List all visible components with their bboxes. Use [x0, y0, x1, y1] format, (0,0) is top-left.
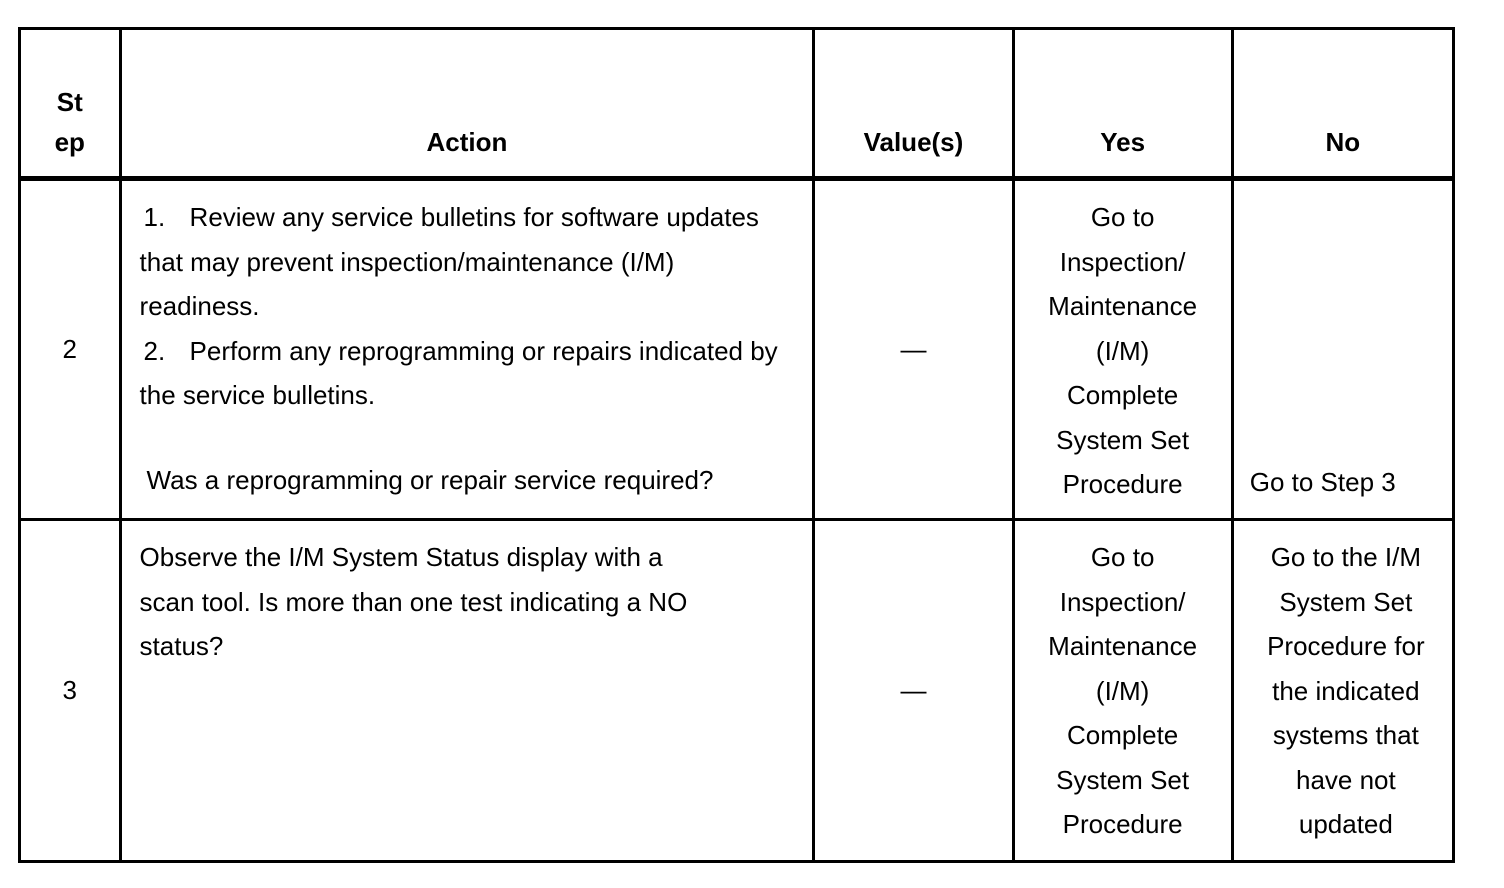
step-number: 2: [20, 179, 121, 520]
diagnostic-table: [18, 27, 1455, 863]
header-no: No: [1232, 29, 1453, 179]
no-cell: [1232, 520, 1453, 862]
action-item: [140, 195, 801, 329]
action-item-text: Perform any reprogramming or repairs indicated by the service bulletins.: [139, 335, 778, 410]
action-item-number: 1.: [143, 202, 166, 232]
yes-cell: [1013, 179, 1232, 520]
header-step: [20, 29, 121, 179]
no-cell: Go to Step 3: [1232, 179, 1453, 520]
yes-cell: [1013, 520, 1232, 862]
action-cell: [120, 179, 814, 520]
header-action: Action: [120, 29, 814, 179]
step-number: 3: [20, 520, 121, 862]
yes-text: Go to Inspection/ Maintenance (I/M) Complete System Set Procedure: [1048, 202, 1198, 499]
action-text: Observe the I/M System Status display with a scan tool. Is more than one test indicating a NO status?: [139, 542, 688, 661]
value-cell: —: [814, 179, 1013, 520]
action-item-number: 2.: [143, 335, 166, 366]
no-text: Go to the I/M System Set Procedure for the indicated systems that have not updated: [1267, 542, 1425, 839]
table-row: [20, 520, 1454, 862]
value-cell: —: [814, 520, 1013, 862]
table-row: [20, 179, 1454, 520]
action-item-text: Review any service bulletins for software updates that may prevent inspection/maintenance (I/M) readiness.: [139, 202, 759, 321]
yes-text: Go to Inspection/ Maintenance (I/M) Complete System Set Procedure: [1048, 542, 1198, 839]
header-values: Value(s): [814, 29, 1013, 179]
header-yes: Yes: [1013, 29, 1232, 179]
action-question: Was a reprogramming or repair service required?: [146, 464, 714, 495]
action-item: [140, 329, 801, 418]
header-row: [20, 29, 1454, 179]
action-cell: [120, 520, 814, 862]
header-step-label: St ep: [54, 87, 85, 157]
